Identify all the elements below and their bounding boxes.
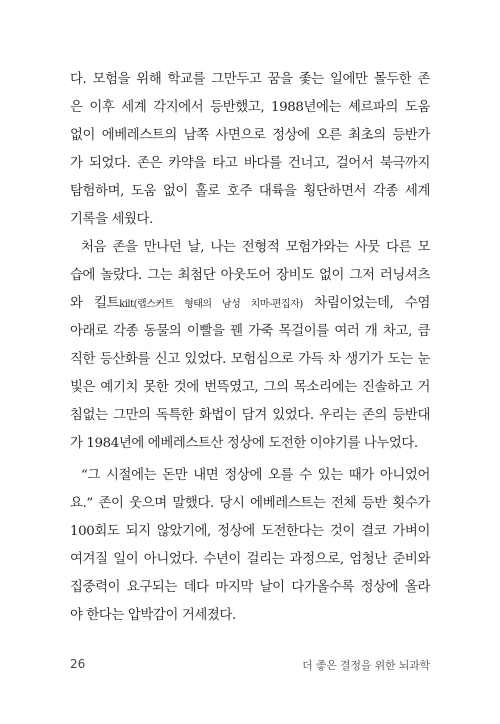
text-line: 다. 모험을 위해 학교를 그만두고 꿈을 좇는 일에만 몰두한 존 [70, 72, 430, 87]
text-line: 집중력이 요구되는 데다 마지막 날이 다가올수록 정상에 올라 [70, 580, 430, 595]
text-line: 가 1984년에 에베레스트산 정상에 도전한 이야기를 나누었다. [70, 436, 418, 451]
text-line: 빛은 예기치 못한 것에 번뜩였고, 그의 목소리에는 진솔하고 거 [70, 380, 430, 395]
text-line: 없이 에베레스트의 남쪽 사면으로 정상에 오른 최초의 등반가 [70, 128, 430, 143]
text-segment: 차림이었는데, 수염 [302, 296, 430, 311]
text-line: 은 이후 세계 각지에서 등반했고, 1988년에는 셰르파의 도움 [70, 100, 430, 115]
text-line: 직한 등산화를 신고 있었다. 모험심으로 가득 차 생기가 도는 눈 [70, 352, 430, 367]
text-line: 가 되었다. 존은 카약을 타고 바다를 건너고, 걸어서 북극까지 [70, 156, 430, 171]
text-line [70, 295, 430, 313]
text-line: “그 시절에는 돈만 내면 정상에 오를 수 있는 때가 아니었어 [81, 468, 430, 483]
running-title: 더 좋은 결정을 위한 뇌과학 [302, 659, 430, 672]
editor-note: kilt(랩스커트 형태의 남성 치마-편집자) [119, 299, 303, 310]
text-line: 기록을 세웠다. [70, 212, 153, 227]
text-line: 야 한다는 압박감이 거세졌다. [70, 608, 236, 623]
text-segment: 와 킬트 [70, 296, 120, 311]
text-line: 여겨질 일이 아니었다. 수년이 걸리는 과정으로, 엄청난 준비와 [70, 552, 430, 567]
text-line: 탐험하며, 도움 없이 홀로 호주 대륙을 횡단하면서 각종 세계 [70, 184, 430, 199]
text-line: 요.” 존이 웃으며 말했다. 당시 에베레스트는 전체 등반 횟수가 [70, 496, 430, 511]
page-number: 26 [70, 657, 86, 671]
text-line: 습에 놀랐다. 그는 최첨단 아웃도어 장비도 없이 그저 러닝셔츠 [70, 268, 430, 283]
text-line: 100회도 되지 않았기에, 정상에 도전한다는 것이 결코 가벼이 [70, 524, 430, 539]
text-line: 아래로 각종 동물의 이빨을 꿴 가죽 목걸이를 여러 개 차고, 큼 [70, 324, 430, 339]
text-line: 침없는 그만의 독특한 화법이 담겨 있었다. 우리는 존의 등반대 [70, 408, 430, 423]
text-line: 처음 존을 만나던 날, 나는 전형적 모험가와는 사뭇 다른 모 [81, 240, 430, 255]
